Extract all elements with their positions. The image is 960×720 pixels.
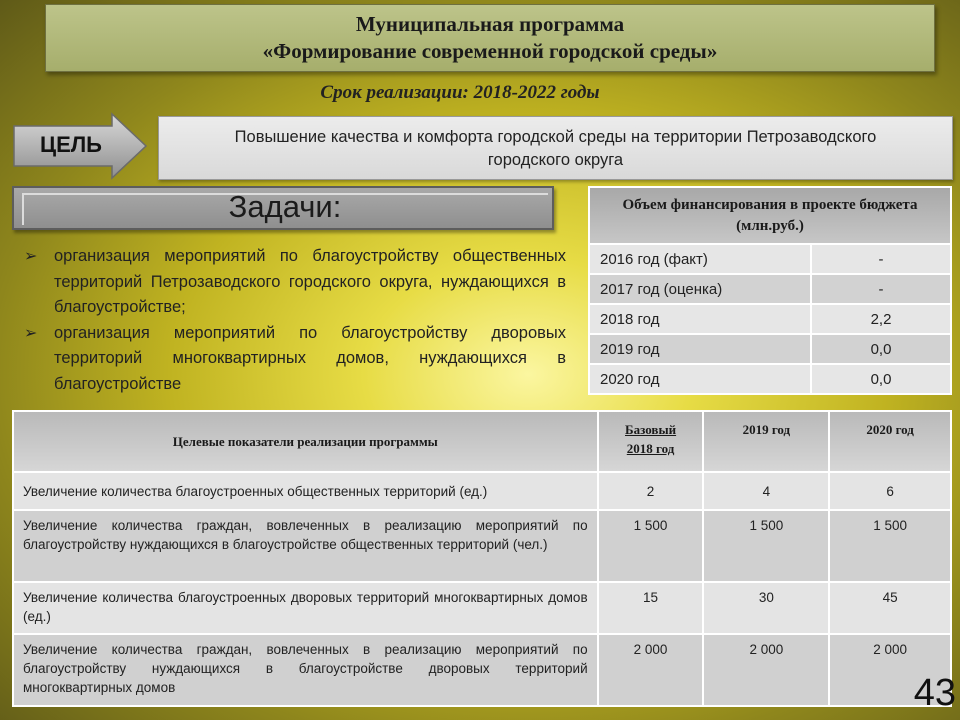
funding-year: 2019 год [589, 334, 811, 364]
indicator-name: Увеличение количества благоустроенных общественных территорий (ед.) [13, 472, 598, 510]
list-item: ➢ организация мероприятий по благоустройству общественных территорий Петрозаводского городского округа, нуждающихся в благоустройстве; [24, 244, 566, 321]
indicator-2020: 45 [829, 582, 951, 634]
indicator-2019: 30 [703, 582, 829, 634]
indicator-2020: 6 [829, 472, 951, 510]
tasks-title: Задачи: [228, 189, 342, 224]
program-title-line1: Муниципальная программа [355, 12, 625, 36]
indicator-base: 1 500 [598, 510, 704, 582]
indicators-table [12, 410, 952, 707]
indicator-2019: 1 500 [703, 510, 829, 582]
table-row [589, 274, 951, 304]
funding-year: 2017 год (оценка) [589, 274, 811, 304]
table-row [589, 244, 951, 274]
col-header-2020: 2020 год [829, 411, 951, 472]
arrow-bullet-icon: ➢ [24, 324, 38, 342]
goal-text-line2: городского округа [487, 151, 624, 169]
table-row [589, 364, 951, 394]
indicator-name: Увеличение количества благоустроенных дворовых территорий многоквартирных домов (ед.) [13, 582, 598, 634]
indicator-2020: 1 500 [829, 510, 951, 582]
arrow-bullet-icon: ➢ [24, 248, 38, 265]
col-header-2019: 2019 год [703, 411, 829, 472]
task-list [24, 244, 566, 397]
indicator-name: Увеличение количества граждан, вовлеченных в реализацию мероприятий по благоустройству нуждающихся в благоустройстве дворовых территорий многоквартирных домов [13, 634, 598, 706]
indicator-base: 2 [598, 472, 704, 510]
program-title-box [45, 4, 935, 72]
indicator-2019: 2 000 [703, 634, 829, 706]
funding-value: 0,0 [811, 334, 951, 364]
col-header-base-line2: 2018 год [626, 441, 675, 456]
funding-table [588, 186, 952, 395]
indicators-table-header: Целевые показатели реализации программы [13, 411, 598, 472]
program-title-line2: «Формирование современной городской среды» [262, 39, 718, 63]
goal-text-box [158, 116, 953, 180]
indicator-base: 15 [598, 582, 704, 634]
funding-value: - [811, 274, 951, 304]
table-row [13, 582, 951, 634]
funding-value: - [811, 244, 951, 274]
indicator-2019: 4 [703, 472, 829, 510]
funding-year: 2018 год [589, 304, 811, 334]
page-number: 43 [913, 672, 956, 714]
funding-year: 2016 год (факт) [589, 244, 811, 274]
funding-value: 2,2 [811, 304, 951, 334]
funding-year: 2020 год [589, 364, 811, 394]
table-row [589, 334, 951, 364]
funding-value: 0,0 [811, 364, 951, 394]
indicator-name: Увеличение количества граждан, вовлеченных в реализацию мероприятий по благоустройству нуждающихся в благоустройстве общественных территорий (чел.) [13, 510, 598, 582]
goal-label: ЦЕЛЬ [40, 132, 102, 157]
indicator-2020: 2 000 [829, 634, 951, 706]
implementation-term: Срок реализации: 2018-2022 годы [320, 82, 600, 103]
indicator-base: 2 000 [598, 634, 704, 706]
table-row [13, 634, 951, 706]
col-header-base-line1: Базовый [625, 422, 677, 437]
table-row [589, 304, 951, 334]
table-row [13, 510, 951, 582]
goal-text-line1: Повышение качества и комфорта городской среды на территории Петрозаводского [234, 128, 877, 146]
funding-table-header: Объем финансирования в проекте бюджета (млн.руб.) [589, 187, 951, 244]
col-header-base [598, 411, 704, 472]
table-row [13, 472, 951, 510]
list-item: ➢ организация мероприятий по благоустройству дворовых территорий многоквартирных домов, нуждающихся в благоустройстве [24, 321, 566, 398]
